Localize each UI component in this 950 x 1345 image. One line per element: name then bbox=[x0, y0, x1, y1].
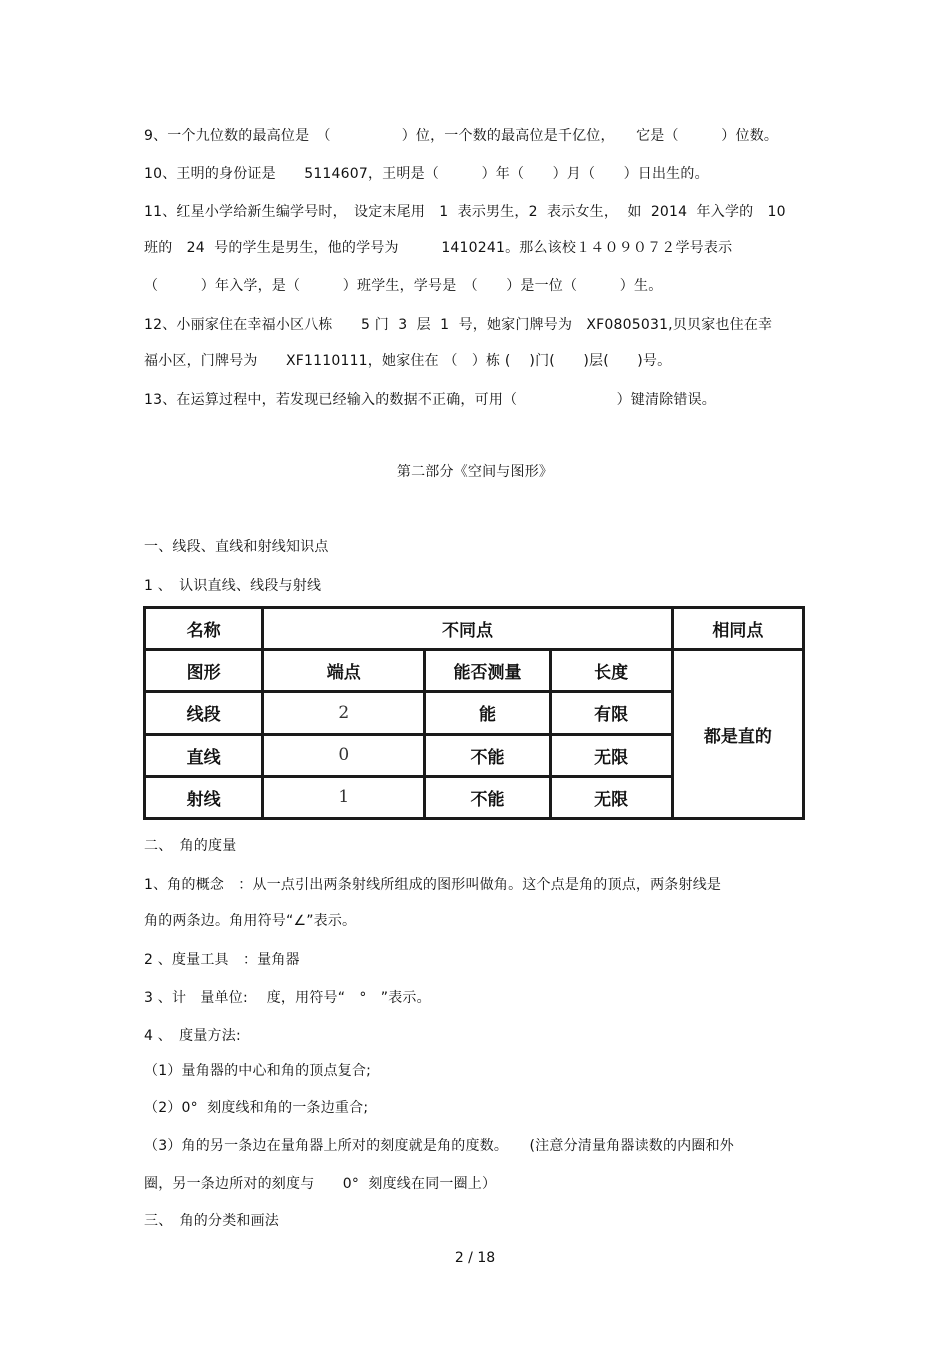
method-step-3-line-1: （3）角的另一条边在量角器上所对的刻度就是角的度数。 (注意分清量角器读数的内圈和外 bbox=[144, 1138, 734, 1154]
subsection-item-1: 1 、 认识直线、线段与射线 bbox=[144, 578, 322, 594]
question-11-line-1: 11、红星小学给新生编学号时， 设定末尾用 1 表示男生，2 表示女生， 如 2014 年入学的 10 bbox=[144, 204, 786, 220]
table-header-row bbox=[146, 609, 802, 648]
row-length: 有限 bbox=[552, 693, 671, 732]
row-measurable: 能 bbox=[426, 693, 548, 732]
col-shape: 图形 bbox=[146, 651, 261, 690]
subsection-heading-angle-types: 三、 角的分类和画法 bbox=[144, 1213, 279, 1229]
lines-comparison-table bbox=[143, 606, 805, 820]
col-endpoints: 端点 bbox=[264, 651, 423, 690]
header-name: 名称 bbox=[146, 609, 261, 648]
page-number: 2 / 18 bbox=[454, 1250, 496, 1266]
row-shape: 射线 bbox=[146, 778, 261, 817]
question-9: 9、一个九位数的最高位是 （ ）位，一个数的最高位是千亿位， 它是（ ）位数。 bbox=[144, 128, 779, 144]
row-shape: 直线 bbox=[146, 736, 261, 775]
measure-method: 4 、 度量方法: bbox=[144, 1028, 241, 1044]
subsection-heading-angle-measure: 二、 角的度量 bbox=[144, 838, 237, 854]
row-measurable: 不能 bbox=[426, 778, 548, 817]
row-endpoints: 1 bbox=[264, 778, 423, 817]
col-length: 长度 bbox=[552, 651, 671, 690]
row-shape: 线段 bbox=[146, 693, 261, 732]
measure-unit: 3 、计 量单位: 度，用符号“ ° ”表示。 bbox=[144, 990, 431, 1006]
method-step-3-line-2: 圈，另一条边所对的刻度与 0° 刻度线在同一圈上） bbox=[144, 1176, 497, 1192]
row-measurable: 不能 bbox=[426, 736, 548, 775]
question-11-line-2: 班的 24 号的学生是男生，他的学号为 1410241。那么该校１４０９０７２学号表示 bbox=[144, 240, 733, 256]
method-step-2: （2）0° 刻度线和角的一条边重合; bbox=[144, 1100, 369, 1116]
row-length: 无限 bbox=[552, 736, 671, 775]
same-value-cell: 都是直的 bbox=[674, 651, 802, 817]
measure-tool: 2 、度量工具 ：量角器 bbox=[144, 952, 300, 968]
question-12-line-1: 12、小丽家住在幸福小区八栋 5 门 3 层 1 号，她家门牌号为 XF0805031,贝贝家也住在幸 bbox=[144, 317, 773, 333]
question-10: 10、王明的身份证是 5114607，王明是（ ）年（ ）月（ ）日出生的。 bbox=[144, 166, 709, 182]
question-12-line-2: 福小区，门牌号为 XF1110111，她家住在 （ ）栋 ( )门( )层( )号。 bbox=[144, 353, 672, 369]
section-title: 第二部分《空间与图形》 bbox=[396, 464, 554, 480]
method-step-1: （1）量角器的中心和角的顶点复合; bbox=[144, 1063, 372, 1079]
question-13: 13、在运算过程中，若发现已经输入的数据不正确，可用（ ）键清除错误。 bbox=[144, 392, 717, 408]
header-same: 相同点 bbox=[674, 609, 802, 648]
row-length: 无限 bbox=[552, 778, 671, 817]
subsection-heading-lines: 一、线段、直线和射线知识点 bbox=[144, 539, 329, 555]
question-11-line-3: （ ）年入学，是（ ）班学生，学号是 （ ）是一位（ ）生。 bbox=[144, 278, 663, 294]
angle-concept-line-1: 1、角的概念 ：从一点引出两条射线所组成的图形叫做角。这个点是角的顶点，两条射线是 bbox=[144, 877, 722, 893]
table-column-row bbox=[146, 651, 802, 690]
angle-concept-line-2: 角的两条边。角用符号“∠”表示。 bbox=[144, 913, 357, 929]
col-measurable: 能否测量 bbox=[426, 651, 548, 690]
row-endpoints: 2 bbox=[264, 693, 423, 732]
row-endpoints: 0 bbox=[264, 736, 423, 775]
header-diff: 不同点 bbox=[264, 609, 671, 648]
